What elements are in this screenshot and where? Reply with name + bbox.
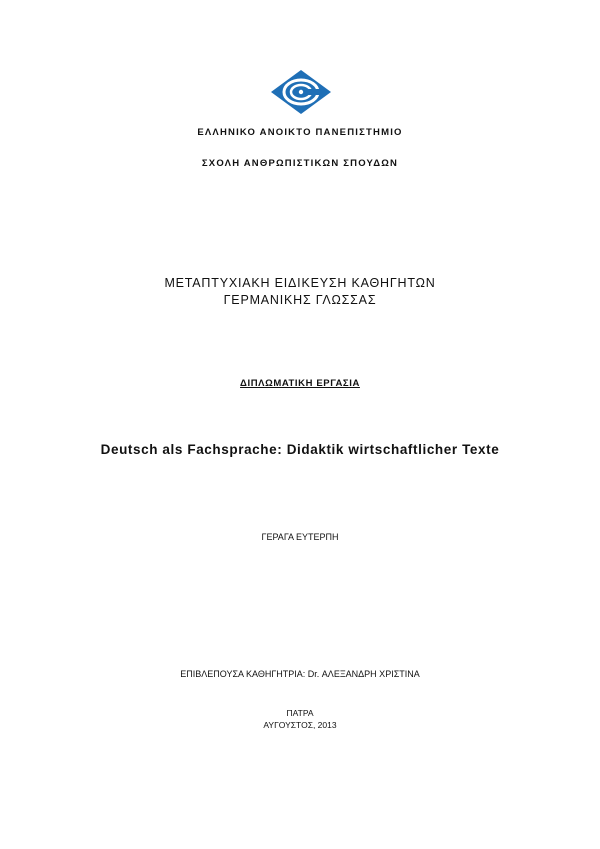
supervisor-line: ΕΠΙΒΛΕΠΟΥΣΑ ΚΑΘΗΓΗΤΡΙΑ: Dr. ΑΛΕΞΑΝΔΡΗ ΧΡΙΣΤΙΝΑ	[180, 669, 420, 679]
university-name: ΕΛΛΗΝΙΚΟ ΑΝΟΙΚΤΟ ΠΑΝΕΠΙΣΤΗΜΙΟ	[197, 127, 403, 138]
program-title-line-2: ΓΕΡΜΑΝΙΚΗΣ ΓΛΩΣΣΑΣ	[223, 293, 377, 307]
thesis-type: ΔΙΠΛΩΜΑΤΙΚΗ ΕΡΓΑΣΙΑ	[240, 378, 360, 389]
program-title-line-1: ΜΕΤΑΠΤΥΧΙΑΚΗ ΕΙΔΙΚΕΥΣΗ ΚΑΘΗΓΗΤΩΝ	[164, 276, 436, 290]
date: ΑΥΓΟΥΣΤΟΣ, 2013	[263, 720, 337, 730]
university-logo-icon	[270, 69, 332, 115]
city: ΠΑΤΡΑ	[286, 708, 314, 718]
author-name: ΓΕΡΑΓΑ ΕΥΤΕΡΠΗ	[261, 532, 339, 542]
thesis-title: Deutsch als Fachsprache: Didaktik wirtschaftlicher Texte	[100, 442, 500, 457]
school-name: ΣΧΟΛΗ ΑΝΘΡΩΠΙΣΤΙΚΩΝ ΣΠΟΥΔΩΝ	[201, 158, 399, 169]
